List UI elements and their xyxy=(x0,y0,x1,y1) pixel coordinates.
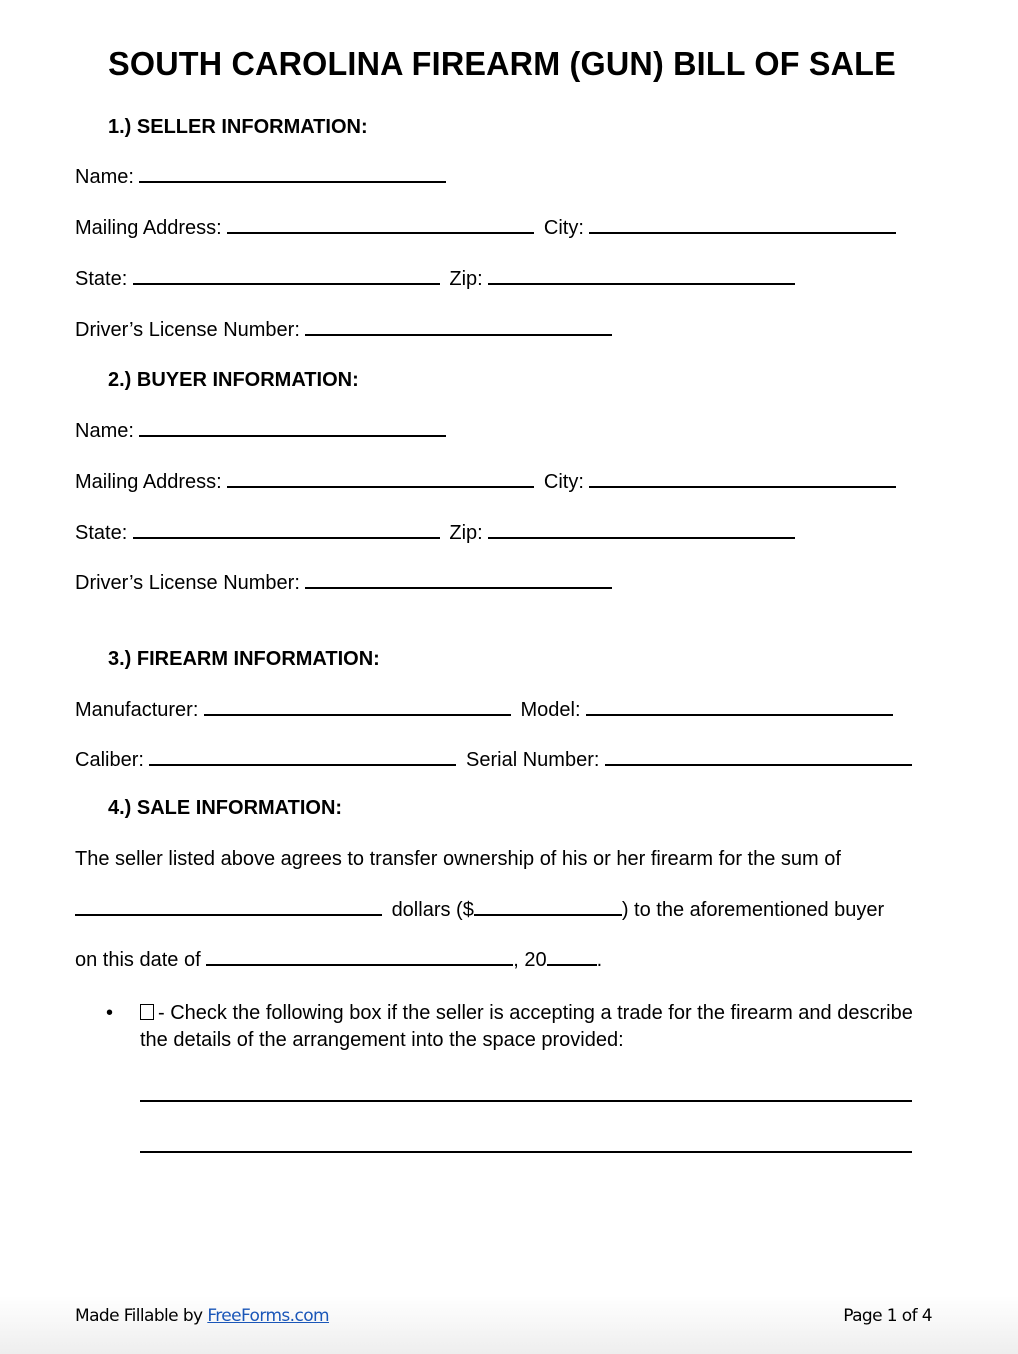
date-prefix-text: on this date of xyxy=(75,949,201,971)
buyer-heading: 2.) BUYER INFORMATION: xyxy=(108,369,359,391)
seller-heading: 1.) SELLER INFORMATION: xyxy=(108,116,368,138)
model-field[interactable] xyxy=(586,713,893,716)
sale-amount-row xyxy=(75,899,884,922)
serial-number-field[interactable] xyxy=(605,763,912,766)
seller-state-row xyxy=(75,268,799,291)
amount-words-field[interactable] xyxy=(75,913,382,916)
buyer-license-label: Driver’s License Number: xyxy=(75,572,300,594)
sale-heading: 4.) SALE INFORMATION: xyxy=(108,797,343,819)
seller-address-row xyxy=(75,217,900,240)
firearm-heading: 3.) FIREARM INFORMATION: xyxy=(108,648,380,670)
seller-city-field[interactable] xyxy=(589,231,896,234)
date-field[interactable] xyxy=(206,963,513,966)
buyer-text: ) to the aforementioned buyer xyxy=(621,899,885,921)
seller-name-field[interactable] xyxy=(139,180,446,183)
seller-city-label: City: xyxy=(543,217,584,239)
buyer-state-field[interactable] xyxy=(133,536,440,539)
buyer-zip-field[interactable] xyxy=(488,536,795,539)
year-suffix-text: . xyxy=(596,949,603,971)
made-fillable-text: Made Fillable by xyxy=(75,1306,203,1326)
buyer-license-row xyxy=(75,572,616,595)
seller-mailing-address-field[interactable] xyxy=(227,231,534,234)
serial-number-label: Serial Number: xyxy=(466,749,600,771)
seller-license-row xyxy=(75,319,616,342)
document-title: SOUTH CAROLINA FIREARM (GUN) BILL OF SALE xyxy=(108,45,896,82)
caliber-label: Caliber: xyxy=(75,749,144,771)
freeforms-link[interactable]: FreeForms.com xyxy=(207,1306,329,1326)
caliber-field[interactable] xyxy=(149,763,456,766)
firearm-caliber-row xyxy=(75,749,916,772)
page-footer xyxy=(0,1296,1018,1354)
buyer-name-label: Name: xyxy=(75,420,134,442)
buyer-mailing-address-label: Mailing Address: xyxy=(75,471,222,493)
seller-name-row xyxy=(75,166,450,189)
buyer-city-label: City: xyxy=(543,471,584,493)
sale-sentence-row: The seller listed above agrees to transfer ownership of his or her firearm for the sum of xyxy=(75,848,841,870)
amount-number-field[interactable] xyxy=(474,913,622,916)
seller-zip-label: Zip: xyxy=(449,268,483,290)
seller-zip-field[interactable] xyxy=(488,282,795,285)
manufacturer-label: Manufacturer: xyxy=(75,699,199,721)
buyer-state-label: State: xyxy=(75,522,128,544)
bullet-icon: • xyxy=(106,1002,114,1024)
buyer-name-row xyxy=(75,420,450,443)
seller-name-label: Name: xyxy=(75,166,134,188)
buyer-address-row xyxy=(75,471,900,494)
trade-checkbox[interactable] xyxy=(140,1004,154,1020)
year-prefix-text: , 20 xyxy=(513,949,547,971)
seller-license-label: Driver’s License Number: xyxy=(75,319,300,341)
dollars-text: dollars ($ xyxy=(391,899,474,921)
trade-details-line-2[interactable] xyxy=(140,1151,912,1153)
seller-state-field[interactable] xyxy=(133,282,440,285)
model-label: Model: xyxy=(520,699,581,721)
seller-state-label: State: xyxy=(75,268,128,290)
seller-license-field[interactable] xyxy=(305,333,612,336)
year-field[interactable] xyxy=(547,963,597,966)
manufacturer-field[interactable] xyxy=(204,713,511,716)
buyer-name-field[interactable] xyxy=(139,434,446,437)
buyer-state-row xyxy=(75,522,799,545)
sale-date-row xyxy=(75,949,602,972)
buyer-license-field[interactable] xyxy=(305,586,612,589)
buyer-zip-label: Zip: xyxy=(449,522,483,544)
buyer-mailing-address-field[interactable] xyxy=(227,485,534,488)
trade-description-text: - Check the following box if the seller is accepting a trade for the firearm and describe the details of the arrangement into the space provided: xyxy=(140,1002,913,1051)
trade-details-line-1[interactable] xyxy=(140,1100,912,1102)
page-indicator: Page 1 of 4 xyxy=(843,1306,932,1326)
firearm-manufacturer-row xyxy=(75,699,897,722)
seller-mailing-address-label: Mailing Address: xyxy=(75,217,222,239)
buyer-city-field[interactable] xyxy=(589,485,896,488)
